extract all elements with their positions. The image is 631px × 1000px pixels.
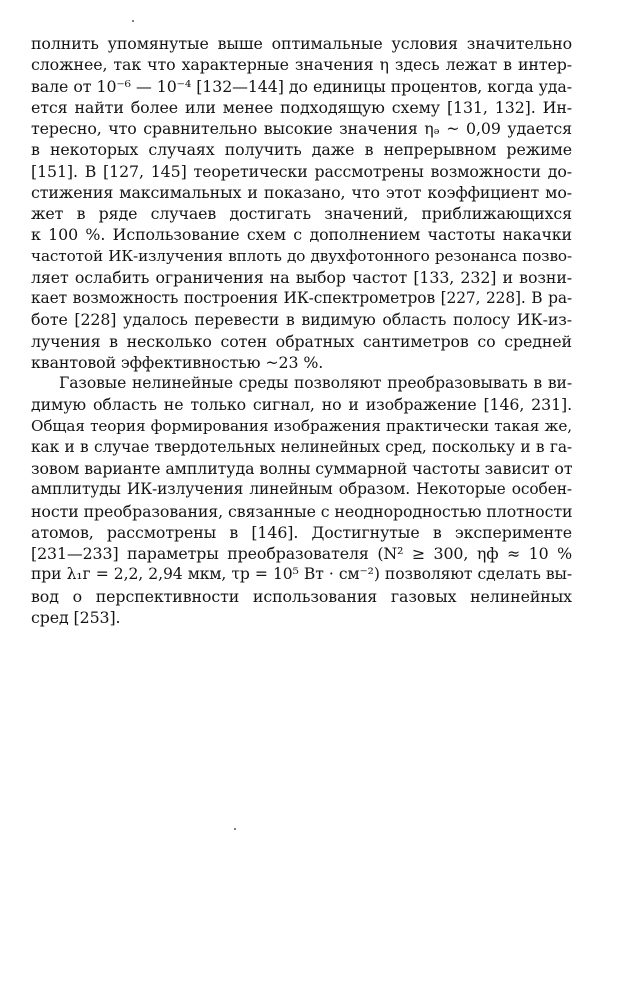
paragraph-2 [31, 373, 572, 628]
text-line: жет в ряде случаев достигать значений, приближающихся [31, 204, 572, 223]
text-line: ляет ослабить ограничения на выбор частот [133, 232] и возни- [31, 267, 572, 287]
text-line: сложнее, так что характерные значения η здесь лежат в интер- [31, 55, 572, 75]
document-page [31, 33, 572, 628]
print-speck [132, 20, 134, 22]
text-line: димую область не только сигнал, но и изображение [146, 231]. [31, 395, 572, 415]
text-line: тересно, что сравнительно высокие значения ηₔ ~ 0,09 удается [31, 119, 572, 138]
text-line: ности преобразования, связанные с неоднородностью плотности [31, 501, 573, 521]
text-line: атомов, рассмотрены в [146]. Достигнутые в эксперименте [31, 522, 572, 542]
text-line: к 100 %. Использование схем с дополнением частоты накачки [31, 225, 572, 245]
text-line: сред [253]. [31, 607, 121, 627]
text-line: вале от 10⁻⁶ — 10⁻⁴ [132—144] до единицы процентов, когда уда- [31, 76, 572, 96]
text-line: частотой ИК-излучения вплоть до двухфотонного резонанса позво- [31, 246, 572, 265]
text-line: стижения максимальных и показано, что этот коэффициент мо- [31, 182, 572, 202]
text-line: полнить упомянутые выше оптимальные условия значительно [31, 34, 572, 53]
text-line: ется найти более или менее подходящую схему [131, 132]. Ин- [31, 97, 572, 117]
text-line: [231—233] параметры преобразователя (N² ≥ 300, ηф ≈ 10 % [31, 544, 572, 563]
text-line: вод о перспективности использования газовых нелинейных [31, 586, 572, 606]
text-line: кает возможность построения ИК-спектрометров [227, 228]. В ра- [31, 289, 572, 307]
text-line: как и в случае твердотельных нелинейных сред, поскольку и в га- [31, 437, 572, 456]
text-line: [151]. В [127, 145] теоретически рассмотрены возможности до- [31, 161, 572, 181]
text-line: лучения в несколько сотен обратных сантиметров со средней [31, 331, 572, 351]
text-line: Общая теория формирования изображения практически такая же, [31, 416, 572, 435]
text-line: Газовые нелинейные среды позволяют преобразовывать в ви- [59, 374, 572, 392]
text-line: зовом варианте амплитуда волны суммарной частоты зависит от [31, 459, 573, 478]
print-speck [234, 828, 236, 830]
paragraph-1 [31, 33, 572, 373]
text-line: при λ₁г = 2,2, 2,94 мкм, τр = 10⁵ Вт · см⁻²) позволяют сделать вы- [31, 565, 572, 584]
text-line: в некоторых случаях получить даже в непрерывном режиме [31, 140, 572, 160]
text-line: боте [228] удалось перевести в видимую область полосу ИК-из- [31, 310, 572, 330]
text-line: квантовой эффективностью ~23 %. [31, 352, 324, 372]
text-line: амплитуды ИК-излучения линейным образом. Некоторые особен- [31, 480, 572, 499]
